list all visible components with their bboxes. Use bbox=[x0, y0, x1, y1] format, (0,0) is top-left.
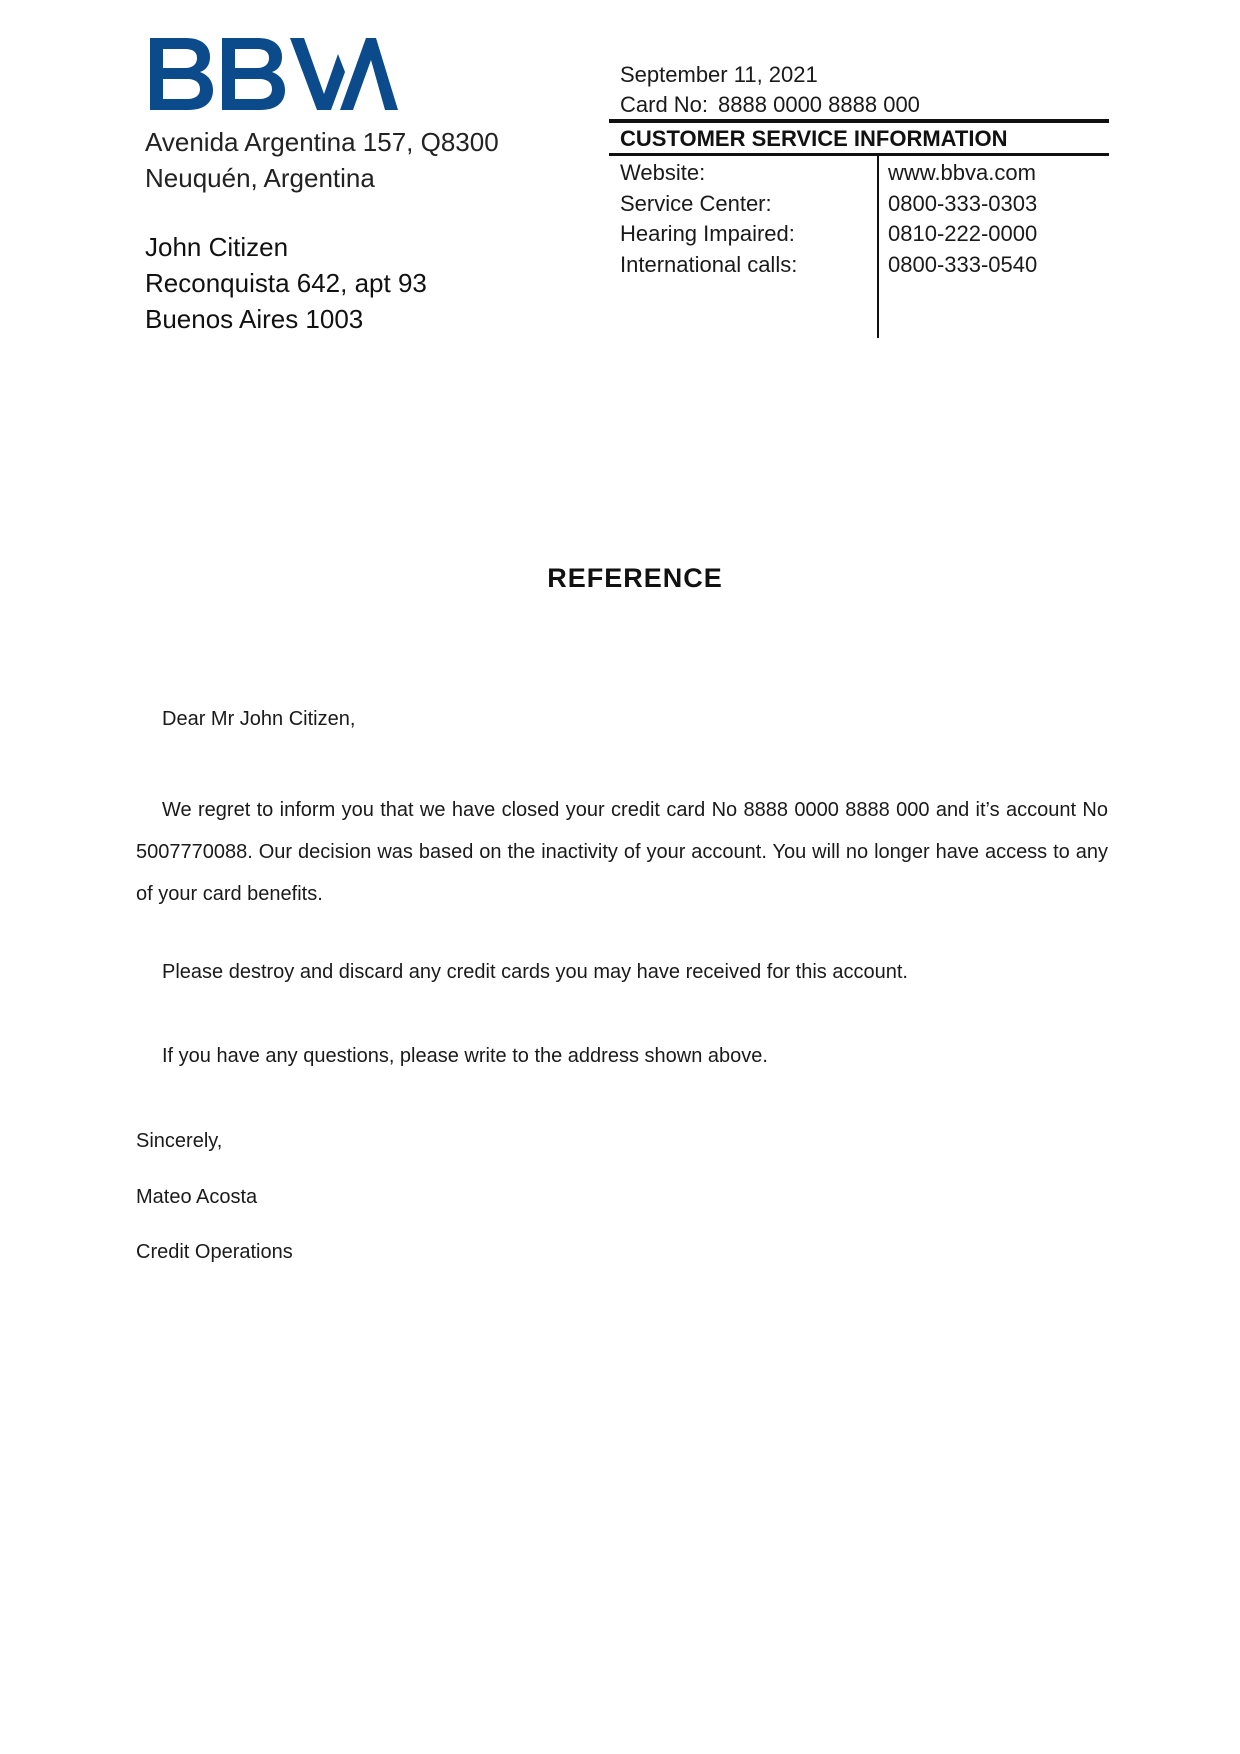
customer-service-values bbox=[888, 158, 1037, 280]
letter-title: REFERENCE bbox=[547, 563, 723, 593]
bbva-logo bbox=[150, 36, 398, 112]
divider-rule bbox=[609, 153, 1109, 156]
recipient-name: John Citizen bbox=[145, 232, 289, 262]
letter-closing: Sincerely, bbox=[136, 1130, 223, 1152]
customer-service-title: CUSTOMER SERVICE INFORMATION bbox=[620, 126, 1008, 151]
letter-paragraph: If you have any questions, please write to the address shown above. bbox=[162, 1045, 768, 1067]
signer-department: Credit Operations bbox=[136, 1241, 293, 1263]
bank-address-line: Avenida Argentina 157, Q8300 bbox=[145, 127, 499, 157]
divider-rule bbox=[609, 119, 1109, 123]
recipient-address-line: Reconquista 642, apt 93 bbox=[145, 268, 427, 298]
cs-label-website: Website: bbox=[620, 160, 706, 185]
letter-paragraph: We regret to inform you that we have closed your credit card No 8888 0000 8888 000 and it’s account No 5007770088. Our decision was based on the inactivity of your account. You will no longer have access to any of your card benefits. bbox=[136, 799, 1108, 905]
bank-address-line: Neuquén, Argentina bbox=[145, 163, 375, 193]
recipient-address bbox=[145, 229, 427, 337]
cs-value-international: 0800-333-0540 bbox=[888, 251, 1038, 277]
cs-label-service-center: Service Center: bbox=[620, 190, 772, 216]
cs-value-website: www.bbva.com bbox=[888, 160, 1036, 185]
letter-date: September 11, 2021 bbox=[620, 62, 818, 87]
bbva-logo-icon bbox=[150, 36, 398, 112]
recipient-address-line: Buenos Aires 1003 bbox=[145, 304, 364, 334]
cs-label-international: International calls: bbox=[620, 251, 798, 277]
card-number-value: 8888 0000 8888 000 bbox=[718, 92, 920, 117]
letter-meta bbox=[620, 60, 920, 120]
signer-name: Mateo Acosta bbox=[136, 1186, 258, 1208]
card-number-label: Card No: bbox=[620, 92, 709, 117]
letter-greeting: Dear Mr John Citizen, bbox=[162, 708, 356, 730]
cs-label-hearing-impaired: Hearing Impaired: bbox=[620, 221, 795, 246]
column-divider bbox=[877, 155, 879, 338]
cs-value-hearing-impaired: 0810-222-0000 bbox=[888, 221, 1038, 246]
card-number-line bbox=[620, 90, 920, 120]
customer-service-labels bbox=[620, 158, 797, 280]
letter-paragraph: Please destroy and discard any credit cards you may have received for this account. bbox=[162, 961, 908, 983]
bank-address bbox=[145, 124, 499, 196]
cs-value-service-center: 0800-333-0303 bbox=[888, 190, 1038, 216]
